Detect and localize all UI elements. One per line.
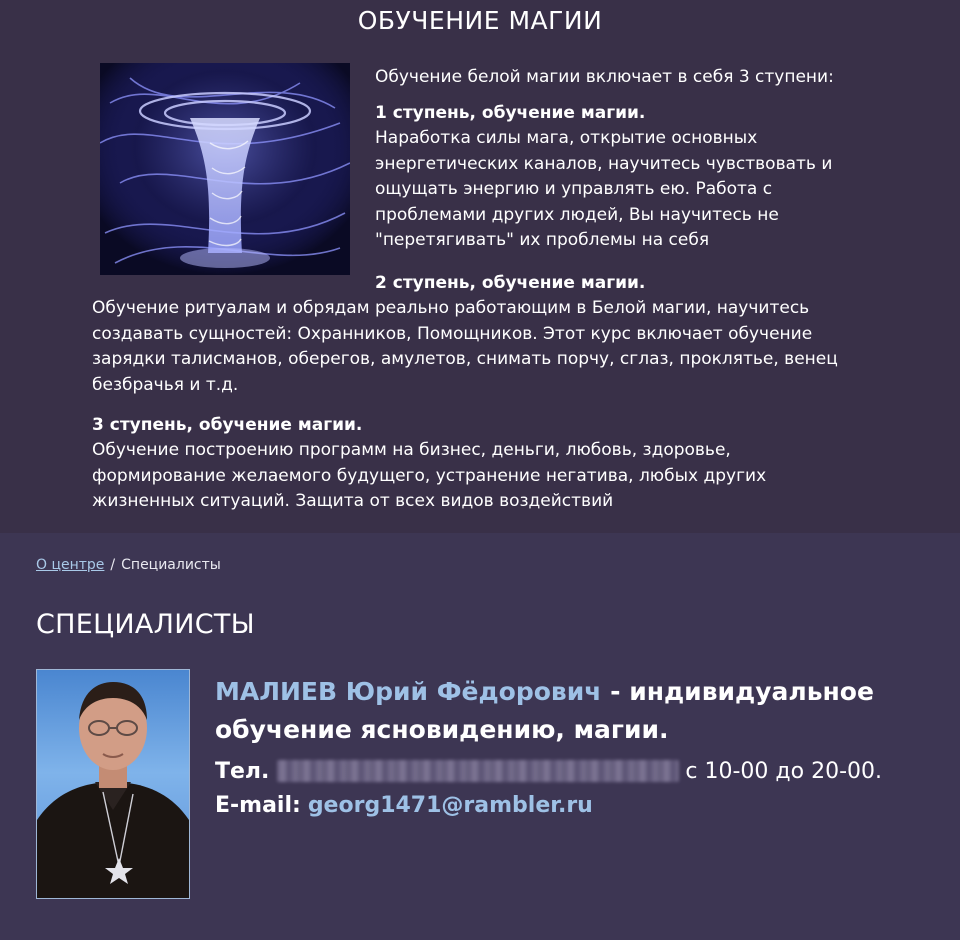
email-label: E-mail: xyxy=(215,793,301,818)
text-line: проблемами других людей, Вы научитесь не xyxy=(375,204,779,225)
step-2-text xyxy=(92,296,942,398)
text-line: зарядки талисманов, оберегов, амулетов, снимать порчу, сглаз, проклятье, венец xyxy=(92,349,838,370)
phone-number-redacted xyxy=(277,760,679,782)
step-2-heading: 2 ступень, обучение магии. xyxy=(375,273,646,293)
section-title: СПЕЦИАЛИСТЫ xyxy=(36,609,255,640)
text-line: создавать сущностей: Охранников, Помощников. Этот курс включает обучение xyxy=(92,323,813,344)
phone-hours: с 10-00 до 20-00. xyxy=(685,759,882,784)
intro-text: Обучение белой магии включает в себя 3 ступени: xyxy=(375,67,834,87)
specialist-photo xyxy=(36,669,190,899)
specialist-title xyxy=(215,673,915,749)
breadcrumb xyxy=(36,557,221,573)
phone-label: Тел. xyxy=(215,759,270,784)
magic-vortex-image xyxy=(100,63,350,275)
text-line: безбрачья и т.д. xyxy=(92,374,239,395)
specialist-description-line1: - индивидуальное xyxy=(601,677,874,706)
step-3-heading: 3 ступень, обучение магии. xyxy=(92,415,363,435)
text-line: ощущать энергию и управлять ею. Работа с xyxy=(375,179,773,200)
step-1-heading: 1 ступень, обучение магии. xyxy=(375,103,646,123)
breadcrumb-link-about[interactable]: О центре xyxy=(36,557,105,573)
step-3-text xyxy=(92,438,942,515)
email-row xyxy=(215,791,593,821)
text-line: Обучение ритуалам и обрядам реально работающим в Белой магии, научитесь xyxy=(92,298,810,318)
specialist-description-line2: обучение ясновидению, магии. xyxy=(215,715,669,744)
text-line: "перетягивать" их проблемы на себя xyxy=(375,230,710,251)
breadcrumb-current: Специалисты xyxy=(121,557,221,573)
breadcrumb-separator: / xyxy=(110,557,116,573)
step-1-text xyxy=(375,126,935,254)
page-title: ОБУЧЕНИЕ МАГИИ xyxy=(357,6,603,35)
text-line: энергетических каналов, научитесь чувствовать и xyxy=(375,153,833,174)
text-line: жизненных ситуаций. Защита от всех видов воздействий xyxy=(92,491,614,512)
text-line: Обучение построению программ на бизнес, деньги, любовь, здоровье, xyxy=(92,440,731,460)
text-line: формирование желаемого будущего, устранение негатива, любых других xyxy=(92,465,767,486)
text-line: Наработка силы мага, открытие основных xyxy=(375,128,758,148)
email-link[interactable]: georg1471@rambler.ru xyxy=(307,793,593,818)
specialist-name: МАЛИЕВ Юрий Фёдорович xyxy=(215,677,602,706)
phone-row xyxy=(215,757,882,787)
